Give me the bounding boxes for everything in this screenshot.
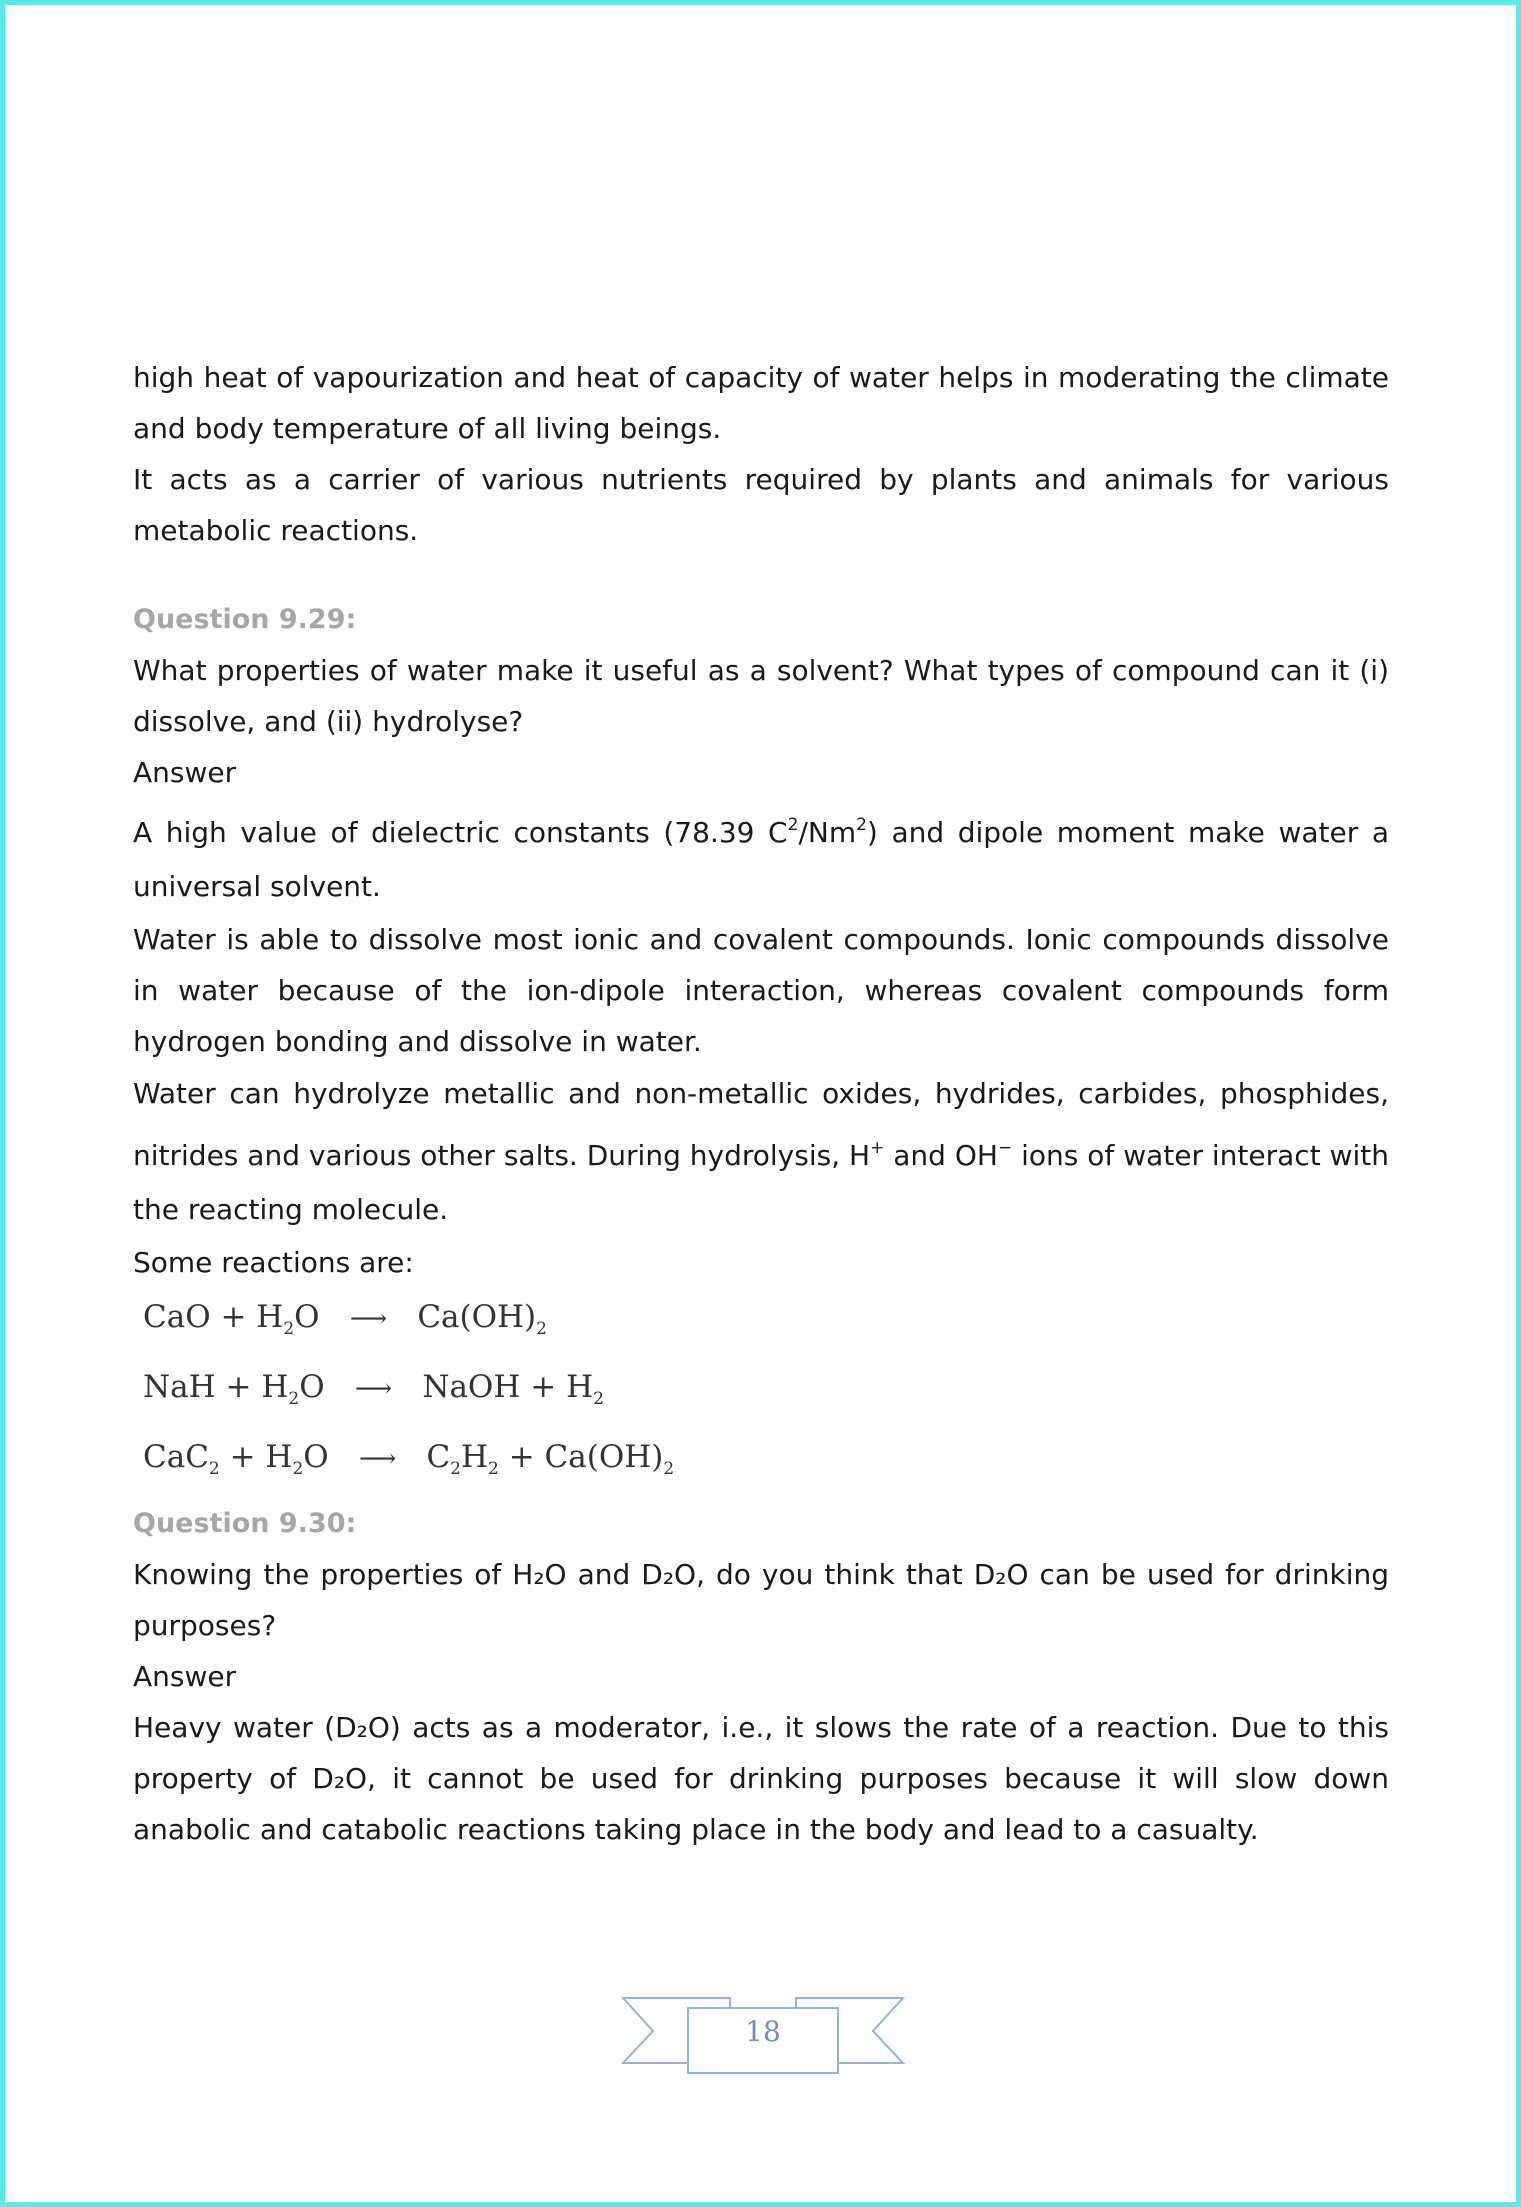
answer-label: Answer — [133, 756, 237, 789]
answer-heavy-water-paragraph: Heavy water (D₂O) acts as a moderator, i.e., it slows the rate of a reaction. Due to this property of D₂O, it cannot be used for drinking purposes because it will slow down anabolic and catabolic reactions taking place in the body and lead to a casualty. — [133, 1711, 1389, 1846]
answer-label: Answer — [133, 1660, 237, 1693]
equation-cao-hydrolysis: CaO + $H_2O$ ⟶ $Ca(OH)_2$ — [133, 1288, 1389, 1358]
document-body — [133, 352, 1389, 1855]
equation-cac2-hydrolysis: $CaC_2 + H_2O$ ⟶ $C_2H_2 + Ca(OH)_2$ — [133, 1428, 1389, 1498]
paragraph-nutrient-carrier: It acts as a carrier of various nutrients required by plants and animals for various metabolic reactions. — [133, 463, 1389, 547]
question-9-29-label: Question 9.29: — [133, 604, 357, 635]
answer-dielectric-paragraph: A high value of dielectric constants (78.39 $C^2/Nm^2$) and dipole moment make water a universal solvent. — [133, 815, 1389, 903]
page-number-ribbon — [618, 1993, 908, 2083]
page-number: 18 — [745, 2015, 781, 2048]
answer-dissolve-paragraph: Water is able to dissolve most ionic and covalent compounds. Ionic compounds dissolve in water because of the ion-dipole interaction, whereas covalent compounds form hydrogen bonding and dissolve in water. — [133, 923, 1389, 1058]
reactions-intro: Some reactions are: — [133, 1246, 414, 1279]
paragraph-heat-capacity: high heat of vapourization and heat of capacity of water helps in moderating the climate and body temperature of all living beings. — [133, 361, 1389, 445]
question-9-30-text: Knowing the properties of H₂O and D₂O, do you think that D₂O can be used for drinking purposes? — [133, 1558, 1389, 1642]
reaction-arrow-icon: ⟶ — [349, 1304, 388, 1334]
reaction-arrow-icon: ⟶ — [358, 1444, 397, 1474]
reaction-arrow-icon: ⟶ — [354, 1374, 393, 1404]
answer-hydrolysis-paragraph: Water can hydrolyze metallic and non-metallic oxides, hydrides, carbides, phosphides, nitrides and various other salts. During hydrolysis, H+ and OH− ions of water interact with the reacting molecule. — [133, 1077, 1389, 1226]
question-9-30-label: Question 9.30: — [133, 1508, 357, 1539]
equation-nah-hydrolysis: NaH + $H_2O$ ⟶ NaOH + $H_2$ — [133, 1358, 1389, 1428]
question-9-29-text: What properties of water make it useful as a solvent? What types of compound can it (i) dissolve, and (ii) hydrolyse? — [133, 654, 1389, 738]
